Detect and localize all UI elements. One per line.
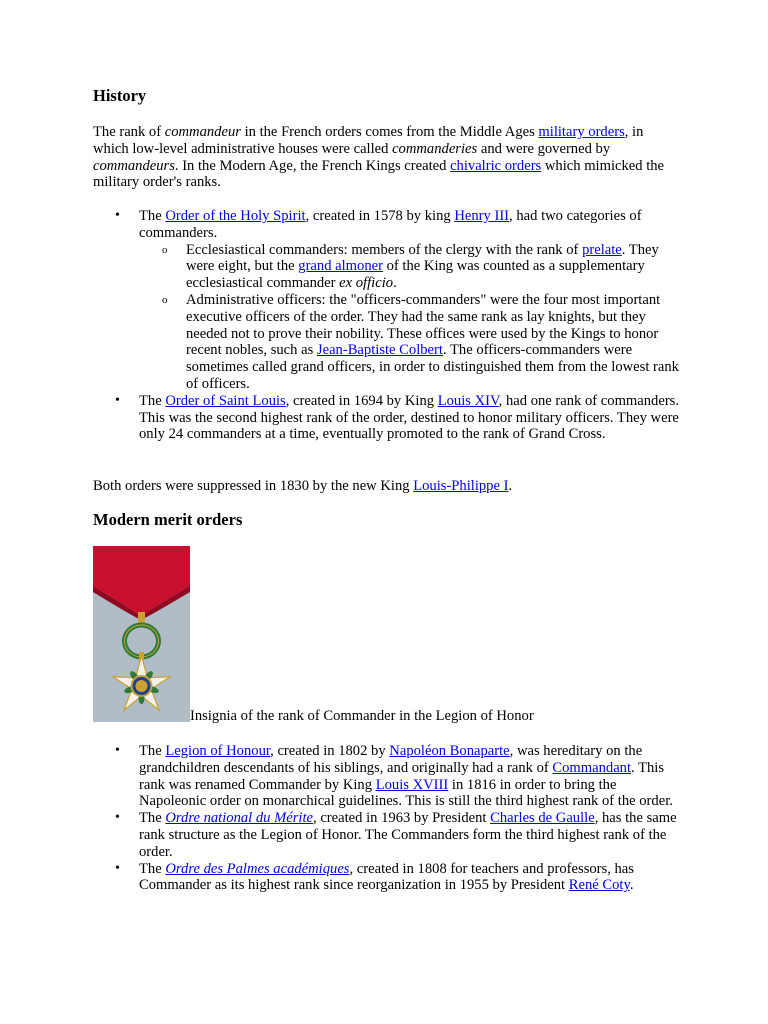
list-item-ordre-national-merite — [93, 810, 683, 860]
text: The — [139, 743, 166, 759]
text: , had one rank of commanders. This was the second highest rank of the order, destined to honor military officers. They were only 24 commanders at a time, eventually promoted to the rank of Grand Cross. — [139, 392, 680, 443]
text: . They were eight, but the — [186, 241, 659, 275]
colbert-link[interactable]: Jean-Baptiste Colbert — [316, 342, 443, 359]
chivalric-orders-link[interactable]: chivalric orders — [450, 157, 542, 174]
charles-de-gaulle-link[interactable]: Charles de Gaulle — [490, 810, 595, 827]
insignia-caption: Insignia of the rank of Commander in the Legion of Honor — [190, 708, 534, 724]
text-italic: commandeur — [164, 124, 241, 140]
list-item-saint-louis — [93, 393, 683, 443]
text: , created in 1808 for teachers and professors, has Commander as its highest rank since reorganization in 1955 by President — [139, 860, 634, 894]
order-holy-spirit-link[interactable]: Order of the Holy Spirit — [165, 208, 306, 224]
text: , created in 1694 by King — [285, 392, 438, 409]
text: Both orders were suppressed in 1830 by the new King — [93, 478, 414, 494]
napoleon-link[interactable]: Napoléon Bonaparte — [389, 743, 510, 759]
louis-philippe-link[interactable]: Louis-Philippe I — [413, 478, 509, 494]
text: of the King was counted as a supplementary ecclesiastical commander — [186, 258, 645, 292]
text: in the French orders comes from the Middle Ages — [240, 124, 539, 140]
link-italic: Ordre national du Mérite — [165, 810, 314, 827]
text: , created in 1578 by king — [305, 208, 455, 224]
text: , created in 1802 by — [270, 743, 390, 759]
text: , had two categories of commanders. — [139, 208, 642, 241]
text: . — [393, 275, 397, 292]
text: in 1816 in order to bring the Napoleonic order on monarchical guidelines. This is still the third highest rank of the order. — [139, 776, 673, 810]
text: Administrative officers: the "officers-commanders" were the four most important executive officers of the order. They had the same rank as lay knights, but they needed not to prove their nobility. These offices were used by the Kings to honor recent nobles, such as — [186, 291, 661, 359]
text: , created in 1963 by President — [313, 810, 491, 827]
prelate-link[interactable]: prelate — [582, 241, 622, 258]
text: . In the Modern Age, the French Kings created — [174, 157, 451, 174]
text: . — [508, 478, 513, 494]
text-italic: commandeurs — [93, 157, 175, 174]
grand-almoner-link[interactable]: grand almoner — [298, 258, 383, 275]
palmes-academiques-link[interactable] — [165, 861, 349, 877]
text: The rank of — [93, 124, 165, 140]
holy-spirit-sublist — [139, 242, 683, 393]
rene-coty-link[interactable]: René Coty — [568, 877, 630, 894]
list-item-holy-spirit — [93, 208, 683, 393]
text: , has the same rank structure as the Legion of Honor. The Commanders form the third highest rank of the order. — [139, 810, 677, 860]
text: and were governed by — [477, 140, 611, 157]
text: The — [139, 860, 166, 877]
text: , in which low-level administrative houses were called — [93, 124, 644, 157]
ordre-national-merite-link[interactable] — [165, 810, 313, 826]
legion-of-honour-link[interactable]: Legion of Honour — [165, 743, 271, 759]
list-item-palmes-academiques — [93, 861, 683, 895]
text: which mimicked the military order's ranks. — [93, 157, 665, 191]
text-italic: commanderies — [392, 140, 478, 157]
text: . — [629, 877, 634, 894]
modern-heading: Modern merit orders — [93, 510, 243, 529]
link-italic: Ordre des Palmes académiques — [165, 860, 350, 877]
sublist-item-administrative — [139, 292, 683, 393]
text: The — [139, 208, 166, 224]
modern-list — [93, 743, 683, 894]
commandant-link[interactable]: Commandant — [552, 759, 632, 776]
text: , was hereditary on the grandchildren descendants of his siblings, and originally had a rank of — [139, 743, 643, 776]
louis-xviii-link[interactable]: Louis XVIII — [375, 776, 449, 793]
henry-iii-link[interactable]: Henry III — [454, 208, 510, 224]
military-orders-link[interactable]: military orders — [538, 124, 625, 140]
text: . The officers-commanders were sometimes called grand officers, in order to distinguished them from the lowest rank of officers. — [186, 342, 679, 392]
history-list — [93, 208, 683, 443]
order-saint-louis-link[interactable]: Order of Saint Louis — [165, 392, 286, 409]
text: Ecclesiastical commanders: members of the clergy with the rank of — [186, 241, 583, 258]
sublist-item-ecclesiastical — [139, 242, 683, 292]
history-intro-paragraph — [93, 124, 677, 191]
commander-insignia-image[interactable] — [93, 546, 190, 722]
louis-xiv-link[interactable]: Louis XIV — [437, 392, 499, 409]
text: . This rank was renamed Commander by King — [139, 759, 665, 793]
text: The — [139, 810, 166, 827]
history-heading: History — [93, 86, 147, 105]
text: The — [139, 392, 166, 409]
list-item-legion-of-honour — [93, 743, 683, 810]
history-closing-paragraph — [93, 478, 677, 495]
text-italic: ex officio — [339, 275, 394, 292]
